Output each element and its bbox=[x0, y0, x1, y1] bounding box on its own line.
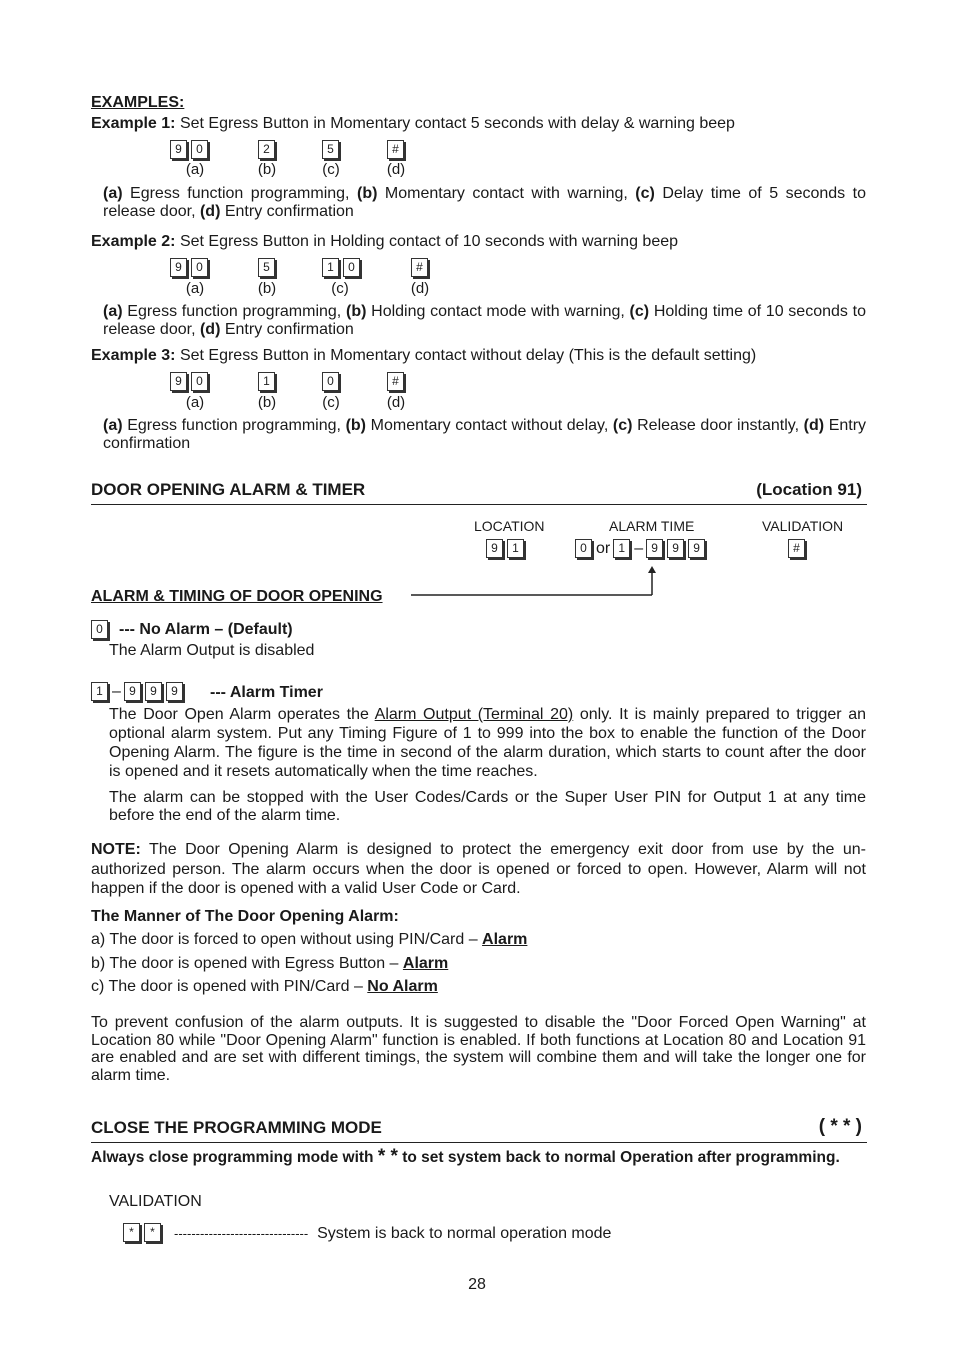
desc-key: (a) bbox=[103, 185, 123, 202]
example-2-keys-d bbox=[411, 258, 432, 277]
label-c: (c) bbox=[322, 394, 340, 411]
desc-text: Holding time of 10 seconds to release door, bbox=[103, 303, 866, 338]
manner-result: Alarm bbox=[482, 931, 528, 948]
note-paragraph bbox=[91, 840, 866, 899]
label-d: (d) bbox=[410, 280, 430, 297]
section-divider bbox=[91, 504, 867, 505]
key: 1 bbox=[322, 258, 339, 277]
close-mode-instruction bbox=[91, 1148, 866, 1167]
desc-text: Momentary contact with warning, bbox=[384, 185, 628, 202]
key: 0 bbox=[191, 372, 208, 391]
example-2-description bbox=[103, 303, 866, 338]
door-alarm-title: DOOR OPENING ALARM & TIMER bbox=[91, 480, 366, 499]
desc-key: (c) bbox=[635, 185, 655, 202]
example-3-text: Set Egress Button in Momentary contact without delay (This is the default setting) bbox=[179, 347, 757, 364]
desc-text: only. It is mainly prepared to trigger an optional alarm system. Put any Timing Figure of 1 to 999 into the box to enable the function of the Door Opening Alarm. The figure is the time in second of the alarm duration, which starts to count after the door is opened and it resets automatically when the time reaches. bbox=[109, 706, 867, 780]
opt1-description bbox=[109, 705, 866, 781]
desc-key: (a) bbox=[103, 303, 123, 320]
manner-item bbox=[91, 931, 527, 949]
desc-key: (b) bbox=[345, 303, 367, 320]
col-location-label: LOCATION bbox=[474, 518, 545, 534]
label-b: (b) bbox=[257, 394, 277, 411]
desc-text: Entry confirmation bbox=[103, 417, 867, 452]
desc-key: (b) bbox=[345, 417, 367, 434]
note-lead: NOTE: bbox=[91, 841, 141, 858]
close-result-line bbox=[174, 1225, 611, 1243]
opt1-label: --- Alarm Timer bbox=[210, 684, 323, 701]
manner-item bbox=[91, 955, 448, 973]
close-mode-title: CLOSE THE PROGRAMMING MODE bbox=[91, 1118, 382, 1137]
key: * bbox=[123, 1223, 140, 1242]
label-b: (b) bbox=[257, 280, 277, 297]
key: 0 bbox=[91, 620, 108, 639]
desc-key: (d) bbox=[803, 417, 825, 434]
desc-key: (d) bbox=[199, 320, 221, 338]
key: 9 bbox=[170, 140, 187, 159]
opt0-key bbox=[91, 620, 112, 639]
opt0-description: The Alarm Output is disabled bbox=[109, 642, 315, 659]
example-1-keys-a bbox=[170, 140, 212, 159]
manner-result: Alarm bbox=[402, 955, 449, 972]
key: 9 bbox=[688, 539, 705, 558]
opt1-keys bbox=[91, 682, 187, 701]
example-2-title bbox=[91, 233, 678, 251]
dash: – bbox=[634, 540, 644, 557]
example-1-keys-c bbox=[322, 140, 343, 159]
instruction-text: Always close programming mode with bbox=[91, 1149, 374, 1166]
prevent-confusion-paragraph: To prevent confusion of the alarm outputs. It is suggested to disable the "Door Forced Open Warning" at Location 80 while "Door Opening Alarm" function is enabled. If both functions at Location 80 and Location 91 are enabled and are set with different timings, the system will combine them and will take the longer one for alarm time. bbox=[91, 1014, 866, 1084]
example-2-lead: Example 2: bbox=[91, 233, 176, 250]
alarm-output-reference: Alarm Output (Terminal 20) bbox=[374, 706, 574, 723]
key: 5 bbox=[322, 140, 339, 159]
desc-key: (c) bbox=[629, 303, 650, 320]
close-result-text: System is back to normal operation mode bbox=[317, 1225, 612, 1242]
desc-text: Momentary contact without delay, bbox=[370, 417, 609, 434]
key: 9 bbox=[170, 372, 187, 391]
or-text: or bbox=[596, 540, 611, 557]
connector-arrow bbox=[405, 564, 665, 600]
example-2-keys-a bbox=[170, 258, 212, 277]
desc-text: Entry confirmation bbox=[224, 202, 354, 220]
key: 9 bbox=[145, 682, 162, 701]
examples-heading: EXAMPLES: bbox=[91, 94, 185, 111]
desc-text: Entry confirmation bbox=[224, 320, 354, 338]
key: 9 bbox=[166, 682, 183, 701]
label-a: (a) bbox=[185, 161, 205, 178]
label-d: (d) bbox=[386, 161, 406, 178]
col-validation-label: VALIDATION bbox=[762, 518, 844, 534]
key: 2 bbox=[258, 140, 275, 159]
opt0-label: --- No Alarm – (Default) bbox=[119, 621, 293, 638]
label-a: (a) bbox=[185, 280, 205, 297]
desc-text: The Door Open Alarm operates the bbox=[109, 706, 369, 723]
star-keys-text: * * bbox=[377, 1146, 398, 1167]
key: 9 bbox=[646, 539, 663, 558]
key: 9 bbox=[486, 539, 503, 558]
key: # bbox=[411, 258, 428, 277]
key: 5 bbox=[258, 258, 275, 277]
desc-text: Egress function programming, bbox=[127, 417, 341, 434]
manner-text: b) The door is opened with Egress Button – bbox=[91, 955, 399, 972]
key: * bbox=[144, 1223, 161, 1242]
key: 9 bbox=[124, 682, 141, 701]
label-b: (b) bbox=[257, 161, 277, 178]
key: 1 bbox=[613, 539, 630, 558]
desc-text: Delay time of 5 seconds to release door, bbox=[103, 185, 866, 220]
key: 0 bbox=[575, 539, 592, 558]
key: 1 bbox=[91, 682, 108, 701]
desc-key: (a) bbox=[103, 417, 123, 434]
desc-key: (d) bbox=[199, 202, 221, 220]
example-2-text: Set Egress Button in Holding contact of 10 seconds with warning beep bbox=[179, 233, 679, 250]
opt1-description-2: The alarm can be stopped with the User Codes/Cards or the Super User PIN for Output 1 at any time before the end of the alarm time. bbox=[109, 789, 866, 824]
key: 9 bbox=[667, 539, 684, 558]
label-c: (c) bbox=[322, 161, 340, 178]
key: 0 bbox=[343, 258, 360, 277]
example-1-lead: Example 1: bbox=[91, 115, 176, 132]
key: 0 bbox=[322, 372, 339, 391]
validation-keys bbox=[788, 539, 809, 558]
desc-text: Egress function programming, bbox=[130, 185, 350, 202]
dash: – bbox=[112, 683, 121, 700]
example-1-keys-d bbox=[387, 140, 408, 159]
example-3-title bbox=[91, 347, 756, 365]
desc-key: (b) bbox=[356, 185, 378, 202]
key: # bbox=[387, 140, 404, 159]
desc-text: Egress function programming, bbox=[127, 303, 342, 320]
desc-text: Release door instantly, bbox=[637, 417, 800, 434]
example-3-keys-c bbox=[322, 372, 343, 391]
close-keys bbox=[123, 1223, 165, 1242]
key: 1 bbox=[258, 372, 275, 391]
close-mode-code: ( * * ) bbox=[818, 1116, 862, 1137]
key: 9 bbox=[170, 258, 187, 277]
key: 0 bbox=[191, 140, 208, 159]
example-1-text: Set Egress Button in Momentary contact 5 seconds with delay & warning beep bbox=[179, 115, 735, 132]
manner-text: a) The door is forced to open without using PIN/Card – bbox=[91, 931, 478, 948]
alarm-time-keys bbox=[575, 539, 709, 558]
example-3-lead: Example 3: bbox=[91, 347, 176, 364]
note-text: The Door Opening Alarm is designed to protect the emergency exit door from use by the un-authorized person. The alarm occurs when the door is opened or forced to open. However, Alarm will not happen if the door is opened with a valid User Code or Card. bbox=[91, 841, 867, 897]
example-1-title bbox=[91, 115, 735, 133]
example-2-keys-c bbox=[322, 258, 364, 277]
example-2-keys-b bbox=[258, 258, 279, 277]
example-3-description bbox=[103, 417, 866, 452]
col-alarm-time-label: ALARM TIME bbox=[609, 518, 695, 534]
location-keys bbox=[486, 539, 528, 558]
label-d: (d) bbox=[386, 394, 406, 411]
dash-leader: ------------------------------- bbox=[174, 1226, 309, 1241]
instruction-text: to set system back to normal Operation after programming. bbox=[402, 1149, 840, 1166]
example-3-keys-d bbox=[387, 372, 408, 391]
manner-item bbox=[91, 978, 438, 996]
key: 0 bbox=[191, 258, 208, 277]
manner-title: The Manner of The Door Opening Alarm: bbox=[91, 908, 399, 925]
manner-text: c) The door is opened with PIN/Card – bbox=[91, 978, 363, 995]
label-c: (c) bbox=[331, 280, 349, 297]
door-alarm-location: (Location 91) bbox=[756, 480, 862, 499]
key: # bbox=[788, 539, 805, 558]
key: 1 bbox=[507, 539, 524, 558]
key: # bbox=[387, 372, 404, 391]
close-validation-label: VALIDATION bbox=[109, 1193, 202, 1210]
example-1-keys-b bbox=[258, 140, 279, 159]
alarm-timing-subheading: ALARM & TIMING OF DOOR OPENING bbox=[91, 588, 383, 605]
desc-key: (c) bbox=[612, 417, 633, 434]
example-3-keys-a bbox=[170, 372, 212, 391]
desc-text: Holding contact mode with warning, bbox=[371, 303, 625, 320]
page-number: 28 bbox=[468, 1276, 486, 1293]
example-3-keys-b bbox=[258, 372, 279, 391]
section-divider bbox=[91, 1142, 867, 1143]
manner-result: No Alarm bbox=[367, 978, 438, 995]
example-1-description bbox=[103, 185, 866, 220]
label-a: (a) bbox=[185, 394, 205, 411]
